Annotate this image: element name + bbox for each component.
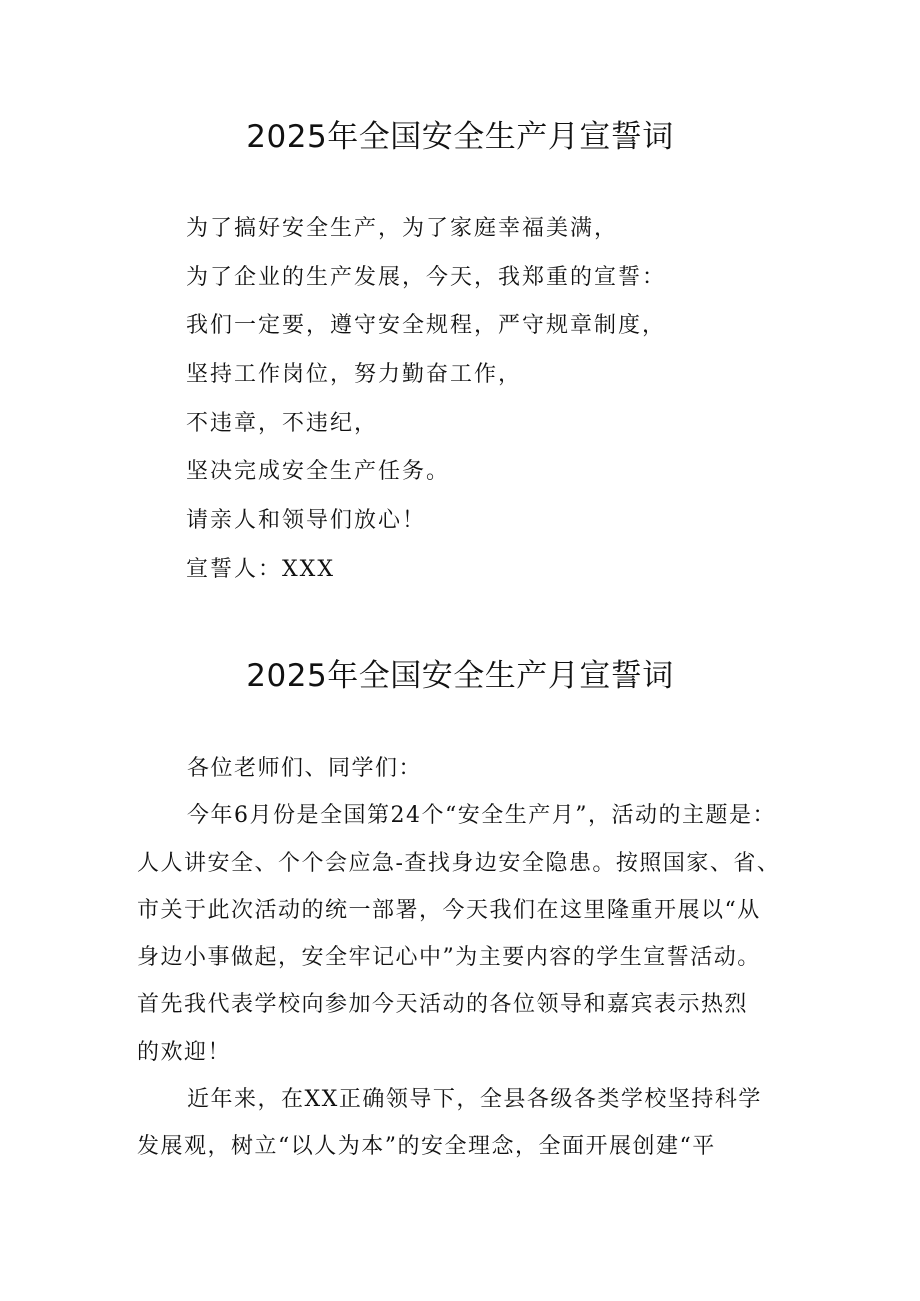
oath-line: 为了搞好安全生产，为了家庭幸福美满， xyxy=(186,216,619,241)
oath-signature: 宣誓人：XXX xyxy=(186,556,335,582)
oath-text xyxy=(186,212,666,602)
oath-line: 我们一定要，遵守安全规程，严守规章制度， xyxy=(186,313,667,339)
speech-text xyxy=(137,752,807,1178)
paragraph-line: 近年来，在XX正确领导下，全县各级各类学校坚持科学 xyxy=(187,1087,762,1113)
paragraph-line: 市关于此次活动的统一部署，今天我们在这里隆重开展以“从 xyxy=(137,897,761,923)
speech-greeting: 各位老师们、同学们： xyxy=(187,756,423,781)
paragraph-line: 人人讲安全、个个会应急-查找身边安全隐患。按照国家、省、 xyxy=(137,850,781,876)
oath-line: 坚持工作岗位，努力勤奋工作， xyxy=(186,362,523,388)
oath-line: 坚决完成安全生产任务。 xyxy=(186,459,451,485)
paragraph-line: 今年6月份是全国第24个“安全生产月”，活动的主题是： xyxy=(187,803,776,829)
paragraph-line: 身边小事做起，安全牢记心中”为主要内容的学生宣誓活动。 xyxy=(137,945,761,971)
section-title: 2025年全国安全生产月宣誓词 xyxy=(246,658,674,694)
oath-line: 不违章，不违纪， xyxy=(186,410,379,436)
oath-line: 请亲人和领导们放心！ xyxy=(186,508,427,534)
paragraph-line: 首先我代表学校向参加今天活动的各位领导和嘉宾表示热烈 xyxy=(137,992,749,1018)
oath-line: 为了企业的生产发展，今天，我郑重的宣誓： xyxy=(186,264,667,290)
page-title: 2025年全国安全生产月宣誓词 xyxy=(246,119,674,155)
paragraph-line: 的欢迎！ xyxy=(137,1039,232,1065)
paragraph-line: 发展观，树立“以人为本”的安全理念，全面开展创建“平 xyxy=(137,1134,716,1160)
